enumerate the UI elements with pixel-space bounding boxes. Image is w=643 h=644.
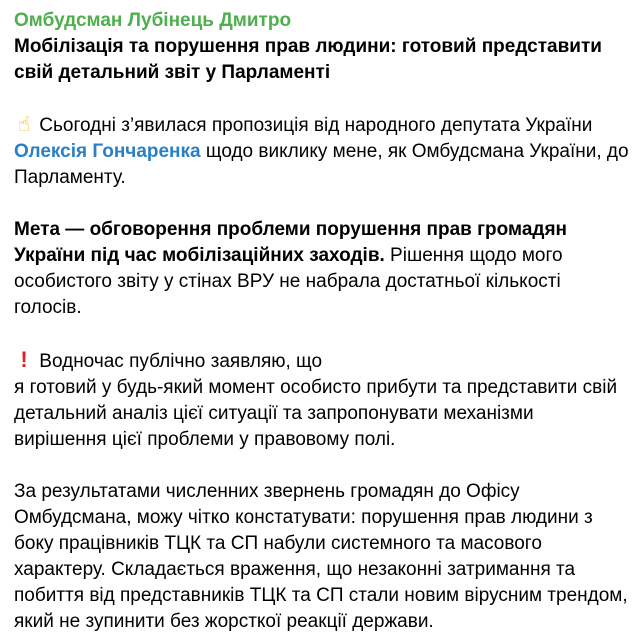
channel-name[interactable]: Омбудсман Лубінець Дмитро (14, 10, 292, 31)
proposal-text-after: щодо виклику мене, як Омбудсмана України, до Парламенту. (14, 141, 629, 188)
paragraph-goal (14, 217, 631, 321)
paragraph-statement (14, 347, 631, 453)
goal-bold-text: Мета — обговорення проблеми порушення прав громадян України під час мобілізаційних заходів. (14, 219, 568, 266)
statement-line2: я готовий у будь-який момент особисто прибути та представити свій детальний аналіз цієї ситуації та запропонувати механізми вирішення цієї проблеми у правовому полі. (14, 377, 618, 450)
index-pointing-up-icon: ☝ (17, 113, 31, 136)
paragraph-results (14, 479, 631, 635)
goal-text: Рішення щодо мого особистого звіту у стінах ВРУ не набрала достатньої кількості голосів. (14, 245, 563, 318)
paragraph-proposal (14, 112, 631, 191)
proposal-text-before: Сьогодні з’явилася пропозиція від народного депутата України (39, 115, 593, 136)
mention-link[interactable]: Олексія Гончаренка (14, 141, 201, 162)
red-exclamation-icon: ! (20, 347, 28, 372)
results-text: За результатами численних звернень громадян до Офісу Омбудсмана, можу чітко констатувати: порушення прав людини з боку працівників ТЦК та СП набули системного та масового характеру. Складається враження, що незаконні затримання та побиття від представників ТЦК та СП стали новим вірусним трендом, який не зупинити без жорсткої реакції держави. (14, 481, 628, 632)
post-title: Мобілізація та порушення прав людини: готовий представити свій детальний звіт у Парламенті (14, 36, 602, 83)
statement-line1: Водночас публічно заявляю, що (39, 351, 323, 372)
